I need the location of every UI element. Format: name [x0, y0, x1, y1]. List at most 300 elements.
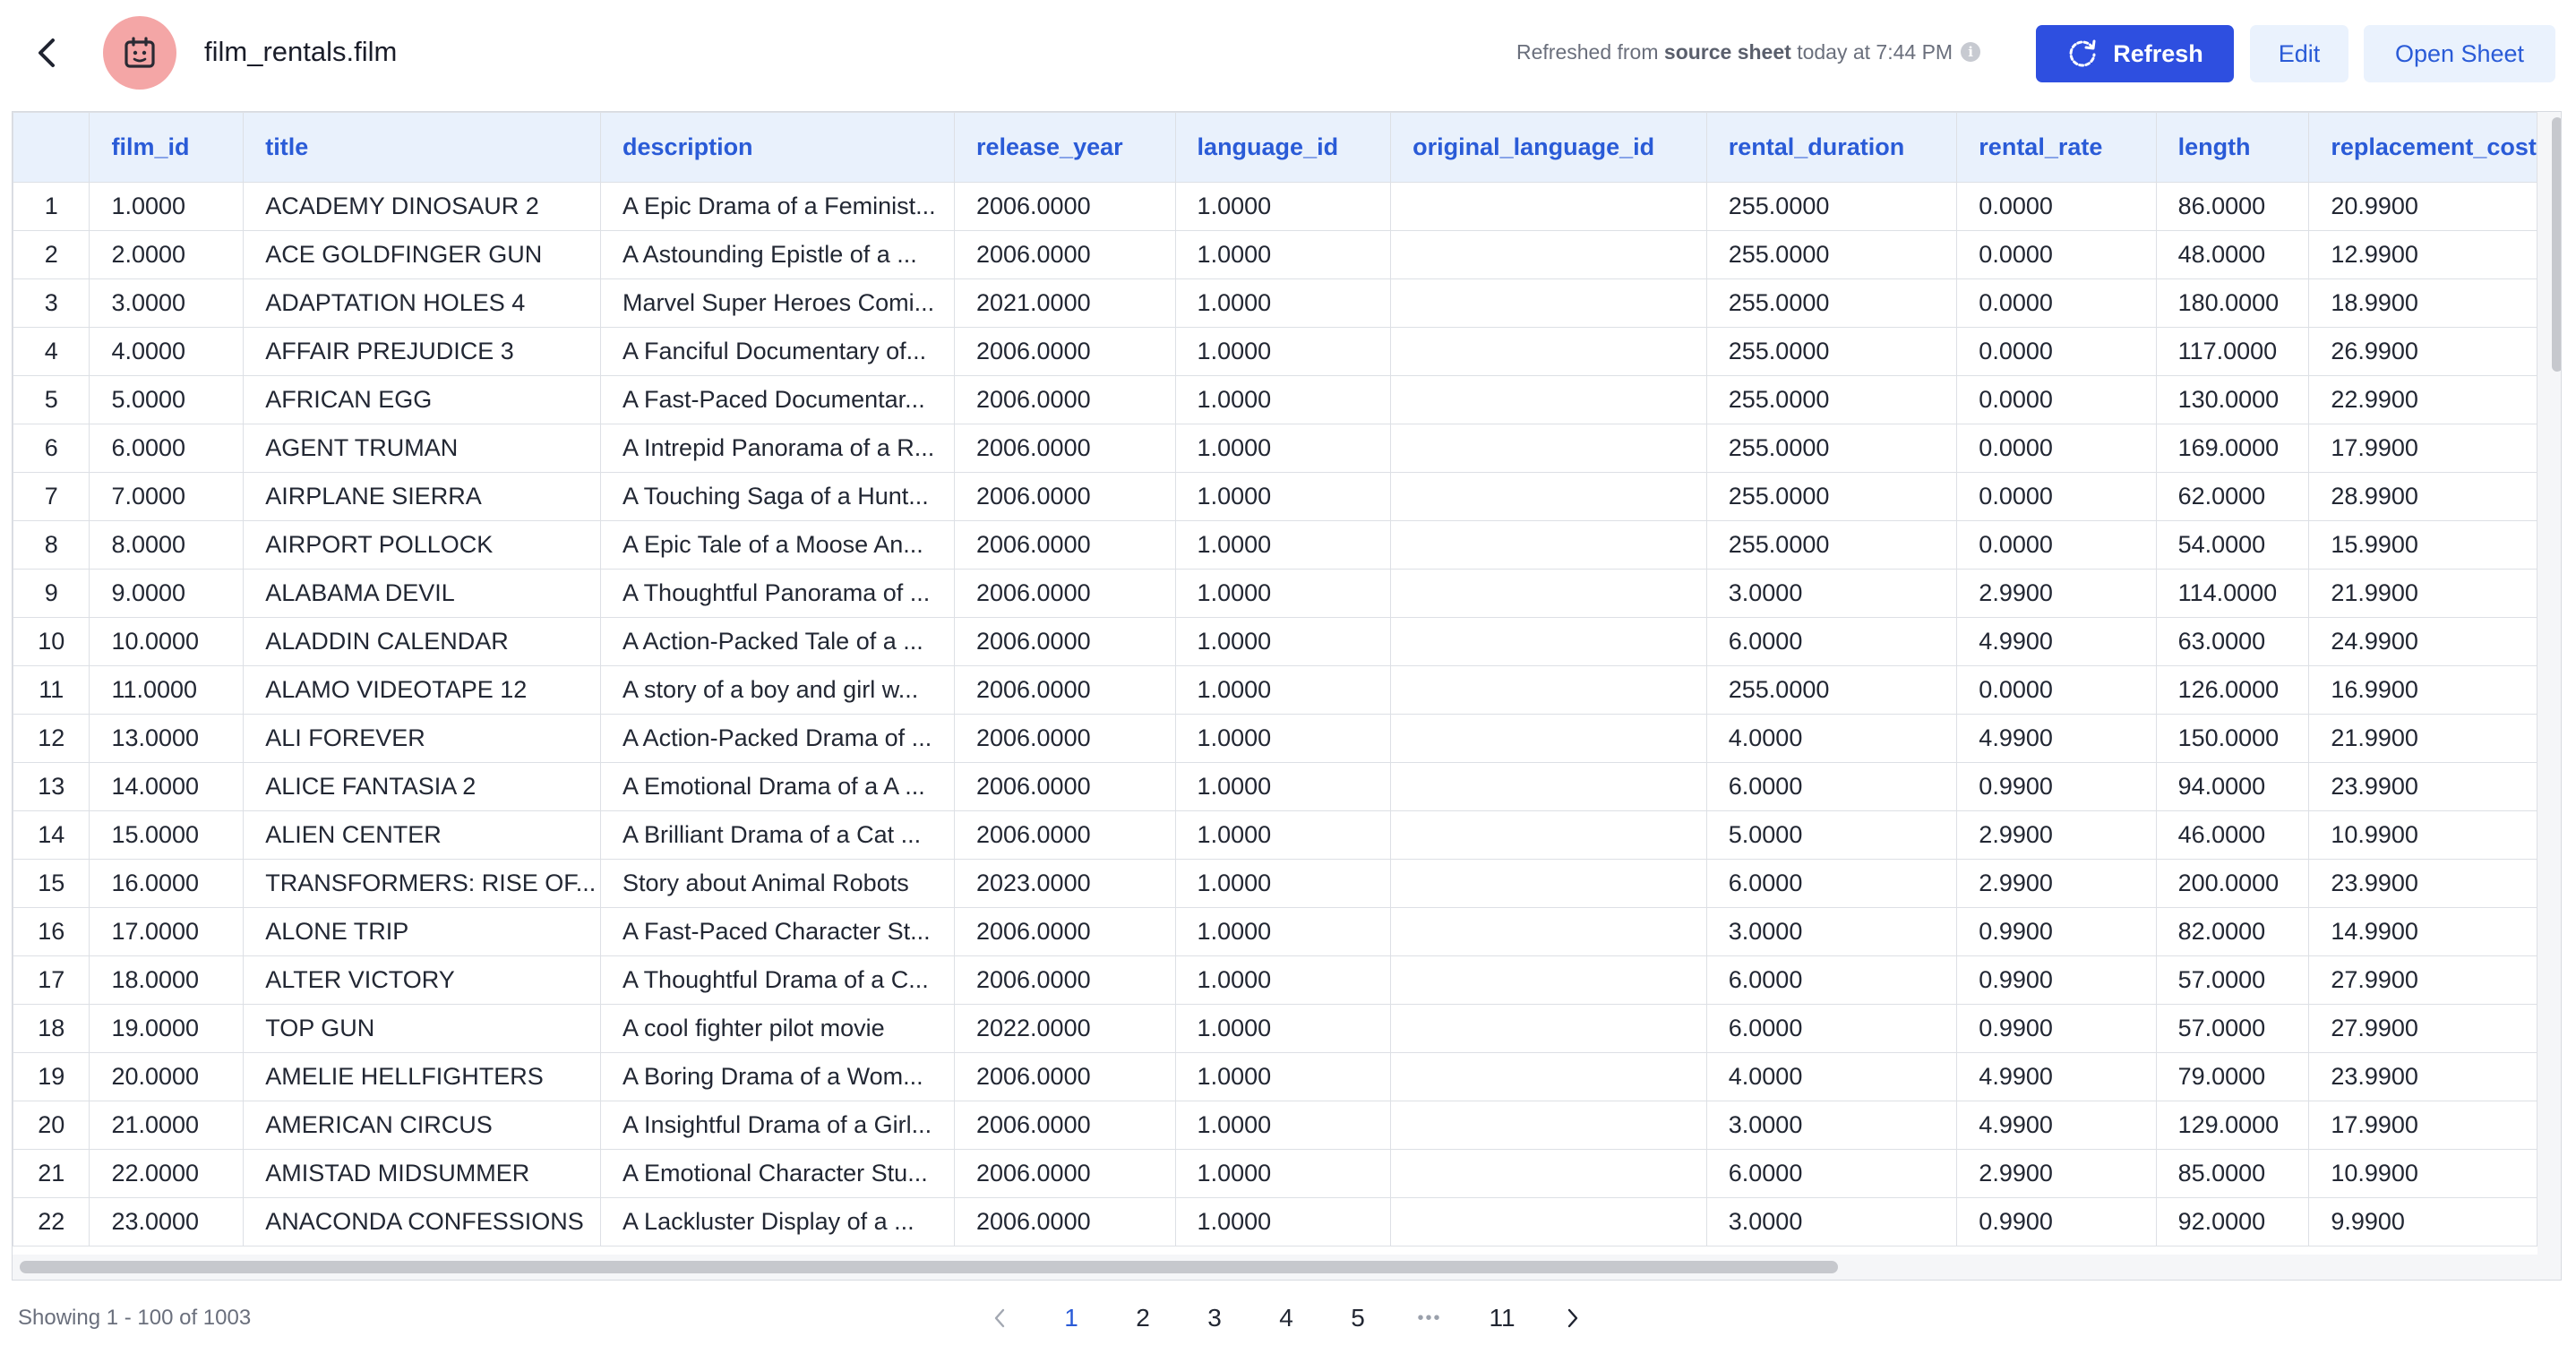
page-2-button[interactable]: 2 — [1136, 1304, 1150, 1332]
refresh-button-label: Refresh — [2113, 39, 2203, 67]
cell-film_id[interactable]: 20.0000 — [90, 1053, 244, 1101]
cell-original_language_id[interactable] — [1391, 231, 1707, 279]
cell-release_year[interactable]: 2006.0000 — [954, 183, 1175, 231]
cell-replacement_cost[interactable]: 24.9900 — [2309, 618, 2537, 666]
cell-length[interactable]: 180.0000 — [2156, 279, 2309, 328]
row-number[interactable]: 20 — [13, 1101, 90, 1150]
cell-film_id[interactable]: 21.0000 — [90, 1101, 244, 1150]
table-row[interactable] — [13, 376, 2537, 424]
cell-release_year[interactable]: 2006.0000 — [954, 811, 1175, 860]
cell-description[interactable]: A Emotional Character Stu... — [601, 1150, 955, 1198]
cell-film_id[interactable]: 4.0000 — [90, 328, 244, 376]
cell-description[interactable]: A Emotional Drama of a A ... — [601, 763, 955, 811]
cell-film_id[interactable]: 15.0000 — [90, 811, 244, 860]
cell-film_id[interactable]: 19.0000 — [90, 1005, 244, 1053]
cell-title[interactable]: AMERICAN CIRCUS — [244, 1101, 601, 1150]
table-row[interactable] — [13, 279, 2537, 328]
cell-title[interactable]: ADAPTATION HOLES 4 — [244, 279, 601, 328]
cell-rental_rate[interactable]: 4.9900 — [1957, 1101, 2156, 1150]
cell-length[interactable]: 130.0000 — [2156, 376, 2309, 424]
cell-length[interactable]: 57.0000 — [2156, 1005, 2309, 1053]
cell-film_id[interactable]: 23.0000 — [90, 1198, 244, 1246]
cell-film_id[interactable]: 2.0000 — [90, 231, 244, 279]
cell-replacement_cost[interactable]: 10.9900 — [2309, 811, 2537, 860]
cell-release_year[interactable]: 2022.0000 — [954, 1005, 1175, 1053]
cell-title[interactable]: ACE GOLDFINGER GUN — [244, 231, 601, 279]
cell-rental_duration[interactable]: 6.0000 — [1706, 1005, 1957, 1053]
data-table — [13, 112, 2537, 1246]
cell-rental_duration[interactable]: 6.0000 — [1706, 860, 1957, 908]
row-number[interactable]: 15 — [13, 860, 90, 908]
cell-original_language_id[interactable] — [1391, 1053, 1707, 1101]
cell-description[interactable]: A Thoughtful Panorama of ... — [601, 570, 955, 618]
cell-replacement_cost[interactable]: 23.9900 — [2309, 763, 2537, 811]
row-number[interactable]: 2 — [13, 231, 90, 279]
cell-rental_duration[interactable]: 255.0000 — [1706, 376, 1957, 424]
cell-replacement_cost[interactable]: 22.9900 — [2309, 376, 2537, 424]
row-number[interactable]: 17 — [13, 956, 90, 1005]
cell-rental_rate[interactable]: 4.9900 — [1957, 618, 2156, 666]
cell-replacement_cost[interactable]: 23.9900 — [2309, 1053, 2537, 1101]
cell-release_year[interactable]: 2006.0000 — [954, 715, 1175, 763]
cell-description[interactable]: Story about Animal Robots — [601, 860, 955, 908]
cell-replacement_cost[interactable]: 21.9900 — [2309, 715, 2537, 763]
cell-replacement_cost[interactable]: 21.9900 — [2309, 570, 2537, 618]
cell-language_id[interactable]: 1.0000 — [1175, 1053, 1391, 1101]
cell-release_year[interactable]: 2006.0000 — [954, 1198, 1175, 1246]
row-number[interactable]: 21 — [13, 1150, 90, 1198]
row-number[interactable]: 11 — [13, 666, 90, 715]
cell-language_id[interactable]: 1.0000 — [1175, 376, 1391, 424]
cell-rental_duration[interactable]: 3.0000 — [1706, 1198, 1957, 1246]
table-row[interactable] — [13, 1005, 2537, 1053]
cell-description[interactable]: A Action-Packed Drama of ... — [601, 715, 955, 763]
cell-language_id[interactable]: 1.0000 — [1175, 1101, 1391, 1150]
cell-release_year[interactable]: 2006.0000 — [954, 1053, 1175, 1101]
cell-title[interactable]: TOP GUN — [244, 1005, 601, 1053]
row-number[interactable]: 3 — [13, 279, 90, 328]
cell-rental_rate[interactable]: 0.0000 — [1957, 376, 2156, 424]
row-number[interactable]: 13 — [13, 763, 90, 811]
table-row[interactable] — [13, 183, 2537, 231]
row-number[interactable]: 19 — [13, 1053, 90, 1101]
row-number[interactable]: 9 — [13, 570, 90, 618]
cell-description[interactable]: A cool fighter pilot movie — [601, 1005, 955, 1053]
cell-replacement_cost[interactable]: 18.9900 — [2309, 279, 2537, 328]
cell-description[interactable]: A Lackluster Display of a ... — [601, 1198, 955, 1246]
cell-language_id[interactable]: 1.0000 — [1175, 570, 1391, 618]
cell-release_year[interactable]: 2006.0000 — [954, 1150, 1175, 1198]
cell-film_id[interactable]: 13.0000 — [90, 715, 244, 763]
cell-length[interactable]: 114.0000 — [2156, 570, 2309, 618]
info-icon[interactable]: i — [1961, 42, 1980, 62]
cell-replacement_cost[interactable]: 23.9900 — [2309, 860, 2537, 908]
row-number[interactable]: 8 — [13, 521, 90, 570]
cell-language_id[interactable]: 1.0000 — [1175, 860, 1391, 908]
edit-button[interactable]: Edit — [2250, 25, 2348, 82]
refresh-status-source: source sheet — [1663, 40, 1791, 64]
cell-description[interactable]: A Epic Drama of a Feminist... — [601, 183, 955, 231]
cell-rental_rate[interactable]: 2.9900 — [1957, 1150, 2156, 1198]
cell-length[interactable]: 86.0000 — [2156, 183, 2309, 231]
cell-title[interactable]: ALICE FANTASIA 2 — [244, 763, 601, 811]
cell-film_id[interactable]: 16.0000 — [90, 860, 244, 908]
cell-description[interactable]: A Fast-Paced Documentar... — [601, 376, 955, 424]
cell-title[interactable]: AFRICAN EGG — [244, 376, 601, 424]
cell-length[interactable]: 150.0000 — [2156, 715, 2309, 763]
cell-description[interactable]: A Boring Drama of a Wom... — [601, 1053, 955, 1101]
table-row[interactable] — [13, 860, 2537, 908]
column-header[interactable]: length — [2156, 113, 2309, 183]
table-row[interactable] — [13, 908, 2537, 956]
cell-release_year[interactable]: 2006.0000 — [954, 666, 1175, 715]
page-11-button[interactable]: 11 — [1489, 1304, 1516, 1332]
cell-language_id[interactable]: 1.0000 — [1175, 763, 1391, 811]
row-number[interactable]: 12 — [13, 715, 90, 763]
row-number[interactable]: 18 — [13, 1005, 90, 1053]
cell-rental_rate[interactable]: 4.9900 — [1957, 715, 2156, 763]
cell-original_language_id[interactable] — [1391, 570, 1707, 618]
cell-rental_duration[interactable]: 255.0000 — [1706, 279, 1957, 328]
cell-language_id[interactable]: 1.0000 — [1175, 666, 1391, 715]
table-row[interactable] — [13, 666, 2537, 715]
cell-original_language_id[interactable] — [1391, 1198, 1707, 1246]
cell-language_id[interactable]: 1.0000 — [1175, 1198, 1391, 1246]
cell-original_language_id[interactable] — [1391, 618, 1707, 666]
page-3-button[interactable]: 3 — [1207, 1304, 1222, 1332]
cell-rental_duration[interactable]: 6.0000 — [1706, 1150, 1957, 1198]
cell-film_id[interactable]: 8.0000 — [90, 521, 244, 570]
cell-replacement_cost[interactable]: 9.9900 — [2309, 1198, 2537, 1246]
cell-rental_rate[interactable]: 2.9900 — [1957, 811, 2156, 860]
cell-release_year[interactable]: 2006.0000 — [954, 424, 1175, 473]
table-row[interactable] — [13, 424, 2537, 473]
cell-rental_rate[interactable]: 2.9900 — [1957, 570, 2156, 618]
cell-title[interactable]: ACADEMY DINOSAUR 2 — [244, 183, 601, 231]
cell-rental_duration[interactable]: 4.0000 — [1706, 715, 1957, 763]
row-number[interactable]: 10 — [13, 618, 90, 666]
cell-length[interactable]: 46.0000 — [2156, 811, 2309, 860]
column-header[interactable]: title — [244, 113, 601, 183]
cell-release_year[interactable]: 2006.0000 — [954, 570, 1175, 618]
cell-language_id[interactable]: 1.0000 — [1175, 715, 1391, 763]
cell-original_language_id[interactable] — [1391, 811, 1707, 860]
cell-title[interactable]: AMISTAD MIDSUMMER — [244, 1150, 601, 1198]
row-number[interactable]: 4 — [13, 328, 90, 376]
cell-replacement_cost[interactable]: 12.9900 — [2309, 231, 2537, 279]
table-row[interactable] — [13, 1150, 2537, 1198]
table-row[interactable] — [13, 618, 2537, 666]
cell-replacement_cost[interactable]: 26.9900 — [2309, 328, 2537, 376]
cell-rental_rate[interactable]: 4.9900 — [1957, 1053, 2156, 1101]
table-row[interactable] — [13, 811, 2537, 860]
column-header[interactable]: original_language_id — [1391, 113, 1707, 183]
cell-rental_duration[interactable]: 6.0000 — [1706, 618, 1957, 666]
cell-replacement_cost[interactable]: 17.9900 — [2309, 424, 2537, 473]
cell-title[interactable]: AIRPORT POLLOCK — [244, 521, 601, 570]
cell-title[interactable]: ALI FOREVER — [244, 715, 601, 763]
cell-replacement_cost[interactable]: 27.9900 — [2309, 1005, 2537, 1053]
cell-rental_rate[interactable]: 0.0000 — [1957, 231, 2156, 279]
cell-rental_rate[interactable]: 0.0000 — [1957, 328, 2156, 376]
cell-film_id[interactable]: 17.0000 — [90, 908, 244, 956]
cell-release_year[interactable]: 2006.0000 — [954, 1101, 1175, 1150]
cell-rental_duration[interactable]: 255.0000 — [1706, 473, 1957, 521]
page-1-button[interactable]: 1 — [1064, 1304, 1078, 1332]
cell-title[interactable]: ALONE TRIP — [244, 908, 601, 956]
row-number[interactable]: 6 — [13, 424, 90, 473]
cell-length[interactable]: 92.0000 — [2156, 1198, 2309, 1246]
column-header[interactable]: rental_duration — [1706, 113, 1957, 183]
cell-release_year[interactable]: 2006.0000 — [954, 618, 1175, 666]
cell-length[interactable]: 94.0000 — [2156, 763, 2309, 811]
cell-title[interactable]: ALAMO VIDEOTAPE 12 — [244, 666, 601, 715]
cell-title[interactable]: AGENT TRUMAN — [244, 424, 601, 473]
cell-film_id[interactable]: 3.0000 — [90, 279, 244, 328]
page-5-button[interactable]: 5 — [1351, 1304, 1365, 1332]
cell-release_year[interactable]: 2006.0000 — [954, 763, 1175, 811]
chevron-right-icon — [1567, 1308, 1579, 1328]
cell-film_id[interactable]: 6.0000 — [90, 424, 244, 473]
cell-film_id[interactable]: 11.0000 — [90, 666, 244, 715]
cell-length[interactable]: 129.0000 — [2156, 1101, 2309, 1150]
cell-rental_duration[interactable]: 3.0000 — [1706, 1101, 1957, 1150]
cell-original_language_id[interactable] — [1391, 715, 1707, 763]
prev-page-button[interactable] — [983, 1297, 1016, 1340]
cell-replacement_cost[interactable]: 17.9900 — [2309, 1101, 2537, 1150]
cell-length[interactable]: 79.0000 — [2156, 1053, 2309, 1101]
cell-original_language_id[interactable] — [1391, 763, 1707, 811]
cell-title[interactable]: ALADDIN CALENDAR — [244, 618, 601, 666]
cell-length[interactable]: 117.0000 — [2156, 328, 2309, 376]
table-row[interactable] — [13, 956, 2537, 1005]
cell-original_language_id[interactable] — [1391, 473, 1707, 521]
cell-replacement_cost[interactable]: 15.9900 — [2309, 521, 2537, 570]
cell-original_language_id[interactable] — [1391, 183, 1707, 231]
cell-original_language_id[interactable] — [1391, 666, 1707, 715]
cell-rental_rate[interactable]: 0.0000 — [1957, 424, 2156, 473]
cell-title[interactable]: AIRPLANE SIERRA — [244, 473, 601, 521]
cell-language_id[interactable]: 1.0000 — [1175, 1005, 1391, 1053]
cell-film_id[interactable]: 22.0000 — [90, 1150, 244, 1198]
cell-rental_rate[interactable]: 0.9900 — [1957, 908, 2156, 956]
cell-original_language_id[interactable] — [1391, 279, 1707, 328]
cell-original_language_id[interactable] — [1391, 424, 1707, 473]
cell-film_id[interactable]: 14.0000 — [90, 763, 244, 811]
cell-description[interactable]: A Action-Packed Tale of a ... — [601, 618, 955, 666]
cell-film_id[interactable]: 5.0000 — [90, 376, 244, 424]
cell-release_year[interactable]: 2006.0000 — [954, 956, 1175, 1005]
cell-original_language_id[interactable] — [1391, 860, 1707, 908]
table-row[interactable] — [13, 231, 2537, 279]
table-avatar — [103, 16, 176, 90]
cell-language_id[interactable]: 1.0000 — [1175, 183, 1391, 231]
column-header[interactable]: language_id — [1175, 113, 1391, 183]
cell-rental_rate[interactable]: 2.9900 — [1957, 860, 2156, 908]
cell-language_id[interactable]: 1.0000 — [1175, 473, 1391, 521]
data-grid — [12, 111, 2562, 1281]
cell-length[interactable]: 63.0000 — [2156, 618, 2309, 666]
cell-language_id[interactable]: 1.0000 — [1175, 1150, 1391, 1198]
table-row[interactable] — [13, 1101, 2537, 1150]
cell-title[interactable]: AFFAIR PREJUDICE 3 — [244, 328, 601, 376]
table-row[interactable] — [13, 521, 2537, 570]
cell-film_id[interactable]: 9.0000 — [90, 570, 244, 618]
cell-release_year[interactable]: 2006.0000 — [954, 521, 1175, 570]
cell-original_language_id[interactable] — [1391, 1005, 1707, 1053]
cell-rental_duration[interactable]: 6.0000 — [1706, 956, 1957, 1005]
cell-title[interactable]: ALTER VICTORY — [244, 956, 601, 1005]
cell-title[interactable]: TRANSFORMERS: RISE OF... — [244, 860, 601, 908]
row-number[interactable]: 7 — [13, 473, 90, 521]
cell-description[interactable]: A Astounding Epistle of a ... — [601, 231, 955, 279]
cell-replacement_cost[interactable]: 10.9900 — [2309, 1150, 2537, 1198]
cell-length[interactable]: 169.0000 — [2156, 424, 2309, 473]
cell-rental_rate[interactable]: 0.9900 — [1957, 763, 2156, 811]
horizontal-scrollbar-thumb[interactable] — [20, 1261, 1838, 1273]
cell-replacement_cost[interactable]: 20.9900 — [2309, 183, 2537, 231]
cell-description[interactable]: A Epic Tale of a Moose An... — [601, 521, 955, 570]
table-row[interactable] — [13, 1053, 2537, 1101]
cell-description[interactable]: A story of a boy and girl w... — [601, 666, 955, 715]
cell-rental_duration[interactable]: 3.0000 — [1706, 570, 1957, 618]
cell-film_id[interactable]: 1.0000 — [90, 183, 244, 231]
cell-film_id[interactable]: 7.0000 — [90, 473, 244, 521]
cell-description[interactable]: A Insightful Drama of a Girl... — [601, 1101, 955, 1150]
page-4-button[interactable]: 4 — [1279, 1304, 1293, 1332]
cell-length[interactable]: 85.0000 — [2156, 1150, 2309, 1198]
cell-rental_duration[interactable]: 255.0000 — [1706, 183, 1957, 231]
cell-original_language_id[interactable] — [1391, 328, 1707, 376]
cell-language_id[interactable]: 1.0000 — [1175, 908, 1391, 956]
next-page-button[interactable] — [1557, 1297, 1589, 1340]
cell-length[interactable]: 82.0000 — [2156, 908, 2309, 956]
cell-length[interactable]: 54.0000 — [2156, 521, 2309, 570]
cell-rental_duration[interactable]: 5.0000 — [1706, 811, 1957, 860]
cell-replacement_cost[interactable]: 14.9900 — [2309, 908, 2537, 956]
cell-film_id[interactable]: 18.0000 — [90, 956, 244, 1005]
cell-replacement_cost[interactable]: 28.9900 — [2309, 473, 2537, 521]
cell-replacement_cost[interactable]: 16.9900 — [2309, 666, 2537, 715]
cell-rental_duration[interactable]: 255.0000 — [1706, 328, 1957, 376]
cell-rental_rate[interactable]: 0.0000 — [1957, 521, 2156, 570]
table-row[interactable] — [13, 473, 2537, 521]
cell-original_language_id[interactable] — [1391, 908, 1707, 956]
cell-release_year[interactable]: 2021.0000 — [954, 279, 1175, 328]
table-row[interactable] — [13, 763, 2537, 811]
cell-rental_rate[interactable]: 0.0000 — [1957, 666, 2156, 715]
cell-rental_rate[interactable]: 0.0000 — [1957, 473, 2156, 521]
cell-rental_duration[interactable]: 4.0000 — [1706, 1053, 1957, 1101]
cell-original_language_id[interactable] — [1391, 376, 1707, 424]
row-number[interactable]: 5 — [13, 376, 90, 424]
cell-description[interactable]: A Touching Saga of a Hunt... — [601, 473, 955, 521]
cell-release_year[interactable]: 2023.0000 — [954, 860, 1175, 908]
cell-release_year[interactable]: 2006.0000 — [954, 473, 1175, 521]
row-number[interactable]: 1 — [13, 183, 90, 231]
cell-language_id[interactable]: 1.0000 — [1175, 521, 1391, 570]
row-number[interactable]: 14 — [13, 811, 90, 860]
cell-length[interactable]: 48.0000 — [2156, 231, 2309, 279]
table-row[interactable] — [13, 570, 2537, 618]
table-row[interactable] — [13, 1198, 2537, 1246]
data-grid-viewport[interactable] — [13, 112, 2537, 1255]
cell-length[interactable]: 57.0000 — [2156, 956, 2309, 1005]
cell-rental_rate[interactable]: 0.9900 — [1957, 1198, 2156, 1246]
cell-language_id[interactable]: 1.0000 — [1175, 618, 1391, 666]
cell-original_language_id[interactable] — [1391, 956, 1707, 1005]
table-row[interactable] — [13, 328, 2537, 376]
cell-rental_duration[interactable]: 255.0000 — [1706, 521, 1957, 570]
cell-description[interactable]: A Thoughtful Drama of a C... — [601, 956, 955, 1005]
cell-rental_duration[interactable]: 3.0000 — [1706, 908, 1957, 956]
column-header[interactable]: description — [601, 113, 955, 183]
cell-rental_rate[interactable]: 0.0000 — [1957, 183, 2156, 231]
cell-rental_rate[interactable]: 0.0000 — [1957, 279, 2156, 328]
cell-release_year[interactable]: 2006.0000 — [954, 376, 1175, 424]
cell-original_language_id[interactable] — [1391, 521, 1707, 570]
cell-release_year[interactable]: 2006.0000 — [954, 908, 1175, 956]
cell-original_language_id[interactable] — [1391, 1101, 1707, 1150]
cell-replacement_cost[interactable]: 27.9900 — [2309, 956, 2537, 1005]
cell-release_year[interactable]: 2006.0000 — [954, 328, 1175, 376]
column-header[interactable]: film_id — [90, 113, 244, 183]
back-button[interactable] — [30, 34, 63, 72]
cell-rental_rate[interactable]: 0.9900 — [1957, 1005, 2156, 1053]
cell-language_id[interactable]: 1.0000 — [1175, 811, 1391, 860]
column-header[interactable]: rental_rate — [1957, 113, 2156, 183]
cell-language_id[interactable]: 1.0000 — [1175, 279, 1391, 328]
column-header[interactable]: release_year — [954, 113, 1175, 183]
chevron-left-icon — [37, 38, 56, 68]
page-title: film_rentals.film — [204, 36, 398, 67]
cell-rental_duration[interactable]: 255.0000 — [1706, 666, 1957, 715]
cell-rental_duration[interactable]: 6.0000 — [1706, 763, 1957, 811]
open-sheet-button[interactable]: Open Sheet — [2364, 25, 2555, 82]
cell-title[interactable]: ALABAMA DEVIL — [244, 570, 601, 618]
cell-description[interactable]: A Fast-Paced Character St... — [601, 908, 955, 956]
cell-description[interactable]: A Intrepid Panorama of a R... — [601, 424, 955, 473]
calendar-face-icon — [123, 36, 157, 70]
cell-description[interactable]: Marvel Super Heroes Comi... — [601, 279, 955, 328]
cell-length[interactable]: 126.0000 — [2156, 666, 2309, 715]
cell-release_year[interactable]: 2006.0000 — [954, 231, 1175, 279]
cell-length[interactable]: 62.0000 — [2156, 473, 2309, 521]
refresh-button[interactable] — [2036, 25, 2234, 82]
row-number[interactable]: 22 — [13, 1198, 90, 1246]
cell-language_id[interactable]: 1.0000 — [1175, 956, 1391, 1005]
row-count-summary: Showing 1 - 100 of 1003 — [18, 1306, 252, 1330]
cell-title[interactable]: AMELIE HELLFIGHTERS — [244, 1053, 601, 1101]
cell-language_id[interactable]: 1.0000 — [1175, 424, 1391, 473]
cell-rental_duration[interactable]: 255.0000 — [1706, 424, 1957, 473]
cell-title[interactable]: ALIEN CENTER — [244, 811, 601, 860]
cell-rental_rate[interactable]: 0.9900 — [1957, 956, 2156, 1005]
cell-length[interactable]: 200.0000 — [2156, 860, 2309, 908]
vertical-scrollbar-thumb[interactable] — [2552, 117, 2562, 372]
cell-title[interactable]: ANACONDA CONFESSIONS — [244, 1198, 601, 1246]
cell-description[interactable]: A Brilliant Drama of a Cat ... — [601, 811, 955, 860]
cell-rental_duration[interactable]: 255.0000 — [1706, 231, 1957, 279]
table-row[interactable] — [13, 715, 2537, 763]
cell-language_id[interactable]: 1.0000 — [1175, 328, 1391, 376]
cell-original_language_id[interactable] — [1391, 1150, 1707, 1198]
cell-description[interactable]: A Fanciful Documentary of... — [601, 328, 955, 376]
cell-film_id[interactable]: 10.0000 — [90, 618, 244, 666]
row-number[interactable]: 16 — [13, 908, 90, 956]
column-header[interactable]: replacement_cost — [2309, 113, 2537, 183]
cell-language_id[interactable]: 1.0000 — [1175, 231, 1391, 279]
